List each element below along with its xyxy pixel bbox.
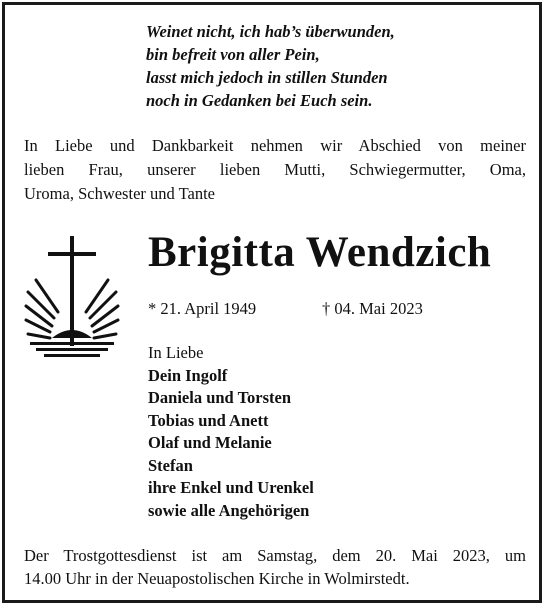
poem-line: noch in Gedanken bei Euch sein.	[146, 91, 373, 110]
intro-line: lieben Frau, unserer lieben Mutti, Schwiegermutter, Oma,	[24, 160, 526, 179]
mourner: Olaf und Melanie	[148, 433, 272, 452]
mourner: Dein Ingolf	[148, 365, 228, 385]
birth-date: * 21. April 1949	[148, 299, 257, 318]
mourners-list	[148, 342, 314, 522]
mourners-intro: In Liebe	[148, 343, 204, 362]
poem	[146, 20, 395, 112]
mourner: ihre Enkel und Urenkel	[148, 478, 314, 497]
intro-line: In Liebe und Dankbarkeit nehmen wir Abschied von meiner	[24, 136, 526, 155]
service-info	[24, 544, 526, 590]
mourner: Daniela und Torsten	[148, 388, 292, 407]
intro-line: Uroma, Schwester und Tante	[24, 184, 215, 203]
poem-line: Weinet nicht, ich hab’s überwunden,	[146, 22, 395, 41]
death-date: † 04. Mai 2023	[322, 299, 423, 318]
mourner: Tobias und Anett	[148, 410, 269, 430]
intro-text	[24, 134, 526, 206]
poem-line: lasst mich jedoch in stillen Stunden	[146, 68, 388, 87]
mourner: sowie alle Angehörigen	[148, 500, 310, 520]
life-dates	[148, 299, 423, 319]
cross-sunrise-icon	[22, 234, 132, 360]
deceased-name: Brigitta Wendzich	[148, 229, 492, 276]
mourner: Stefan	[148, 455, 193, 475]
service-line: Der Trostgottesdienst ist am Samstag, dem 20. Mai 2023, um	[24, 546, 526, 565]
service-line: 14.00 Uhr in der Neuapostolischen Kirche in Wolmirstedt.	[24, 569, 410, 588]
poem-line: bin befreit von aller Pein,	[146, 45, 320, 64]
